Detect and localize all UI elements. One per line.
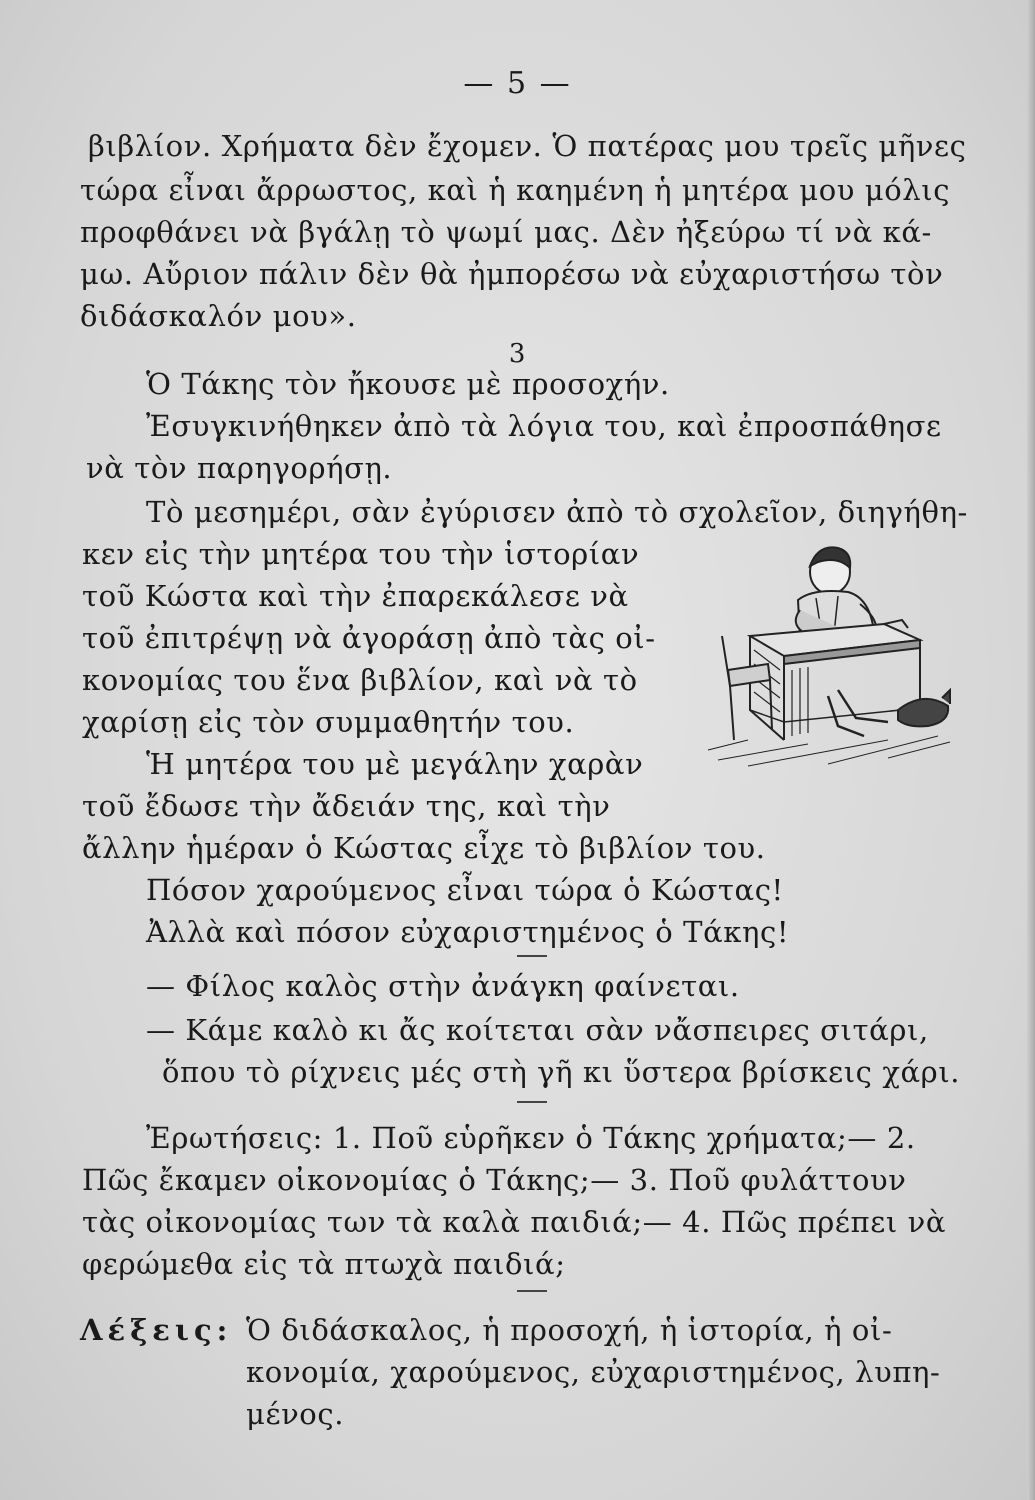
text-line: χαρίσῃ εἰς τὸν συμμαθητήν του. bbox=[82, 705, 575, 739]
text-line: τοῦ ἔδωσε τὴν ἄδειάν της, καὶ τὴν bbox=[82, 789, 611, 823]
text-line: βιβλίον. Χρήματα δὲν ἔχομεν. Ὁ πατέρας μου τρεῖς μῆνες bbox=[88, 129, 967, 163]
page-edge-shadow bbox=[1027, 0, 1035, 1500]
section-divider bbox=[517, 1290, 547, 1292]
vocab-line: μένος. bbox=[246, 1397, 345, 1431]
section-divider bbox=[517, 1101, 547, 1103]
text-line: τοῦ Κώστα καὶ τὴν ἐπαρεκάλεσε νὰ bbox=[82, 579, 629, 613]
text-line: Ἀλλὰ καὶ πόσον εὐχαριστημένος ὁ Τάκης! bbox=[146, 915, 790, 949]
proverb-line: ὅπου τὸ ρίχνεις μές στὴ γῆ κι ὕστερα βρίσκεις χάρι. bbox=[162, 1055, 961, 1089]
page-number: — 5 — bbox=[463, 66, 572, 101]
text-line: κονομίας του ἕνα βιβλίον, καὶ νὰ τὸ bbox=[82, 663, 638, 697]
boy-at-desk-illustration bbox=[688, 540, 958, 785]
text-line: μω. Αὔριον πάλιν δὲν θὰ ἠμπορέσω νὰ εὐχαριστήσω τὸν bbox=[80, 257, 944, 291]
text-line: ἄλλην ἡμέραν ὁ Κώστας εἶχε τὸ βιβλίον του. bbox=[82, 831, 766, 865]
text-line: τώρα εἶναι ἄρρωστος, καὶ ἡ καημένη ἡ μητέρα μου μόλις bbox=[80, 173, 951, 207]
question-line: τὰς οἰκονομίας των τὰ καλὰ παιδιά;— 4. Πῶς πρέπει νὰ bbox=[82, 1205, 947, 1239]
question-line: φερώμεθα εἰς τὰ πτωχὰ παιδιά; bbox=[82, 1247, 566, 1281]
vocab-line: Ὁ διδάσκαλος, ἡ προσοχή, ἡ ἱστορία, ἡ οἰ- bbox=[246, 1313, 893, 1347]
text-line: διδάσκαλόν μου». bbox=[80, 299, 357, 333]
section-divider bbox=[517, 955, 547, 957]
text-line: τοῦ ἐπιτρέψῃ νὰ ἀγοράσῃ ἀπὸ τὰς οἰ- bbox=[82, 621, 656, 655]
section-number: 3 bbox=[508, 339, 527, 369]
text-line: Πόσον χαρούμενος εἶναι τώρα ὁ Κώστας! bbox=[146, 873, 784, 907]
text-line: νὰ τὸν παρηγορήσῃ. bbox=[86, 451, 393, 485]
text-line: προφθάνει νὰ βγάλῃ τὸ ψωμί μας. Δὲν ἠξεύρω τί νὰ κά- bbox=[80, 215, 932, 249]
proverb-line: — Φίλος καλὸς στὴν ἀνάγκη φαίνεται. bbox=[146, 969, 740, 1003]
question-line: Ἐρωτήσεις: 1. Ποῦ εὑρῆκεν ὁ Τάκης χρήματα;— 2. bbox=[146, 1121, 916, 1155]
text-line: κεν εἰς τὴν μητέρα του τὴν ἱστορίαν bbox=[82, 537, 640, 571]
question-line: Πῶς ἔκαμεν οἰκονομίας ὁ Τάκης;— 3. Ποῦ φυλάττουν bbox=[82, 1163, 907, 1197]
proverb-line: — Κάμε καλὸ κι ἄς κοίτεται σὰν νἄσπειρες σιτάρι, bbox=[146, 1013, 929, 1047]
vocab-label: Λέξεις: bbox=[80, 1313, 233, 1347]
vocab-line: κονομία, χαρούμενος, εὐχαριστημένος, λυπη- bbox=[246, 1355, 941, 1389]
text-line: Ἐσυγκινήθηκεν ἀπὸ τὰ λόγια του, καὶ ἐπροσπάθησε bbox=[146, 409, 942, 443]
text-line: Τὸ μεσημέρι, σὰν ἐγύρισεν ἀπὸ τὸ σχολεῖον, διηγήθη- bbox=[146, 495, 968, 529]
text-line: Ἡ μητέρα του μὲ μεγάλην χαρὰν bbox=[146, 747, 644, 781]
text-line: Ὁ Τάκης τὸν ἤκουσε μὲ προσοχήν. bbox=[146, 367, 670, 401]
